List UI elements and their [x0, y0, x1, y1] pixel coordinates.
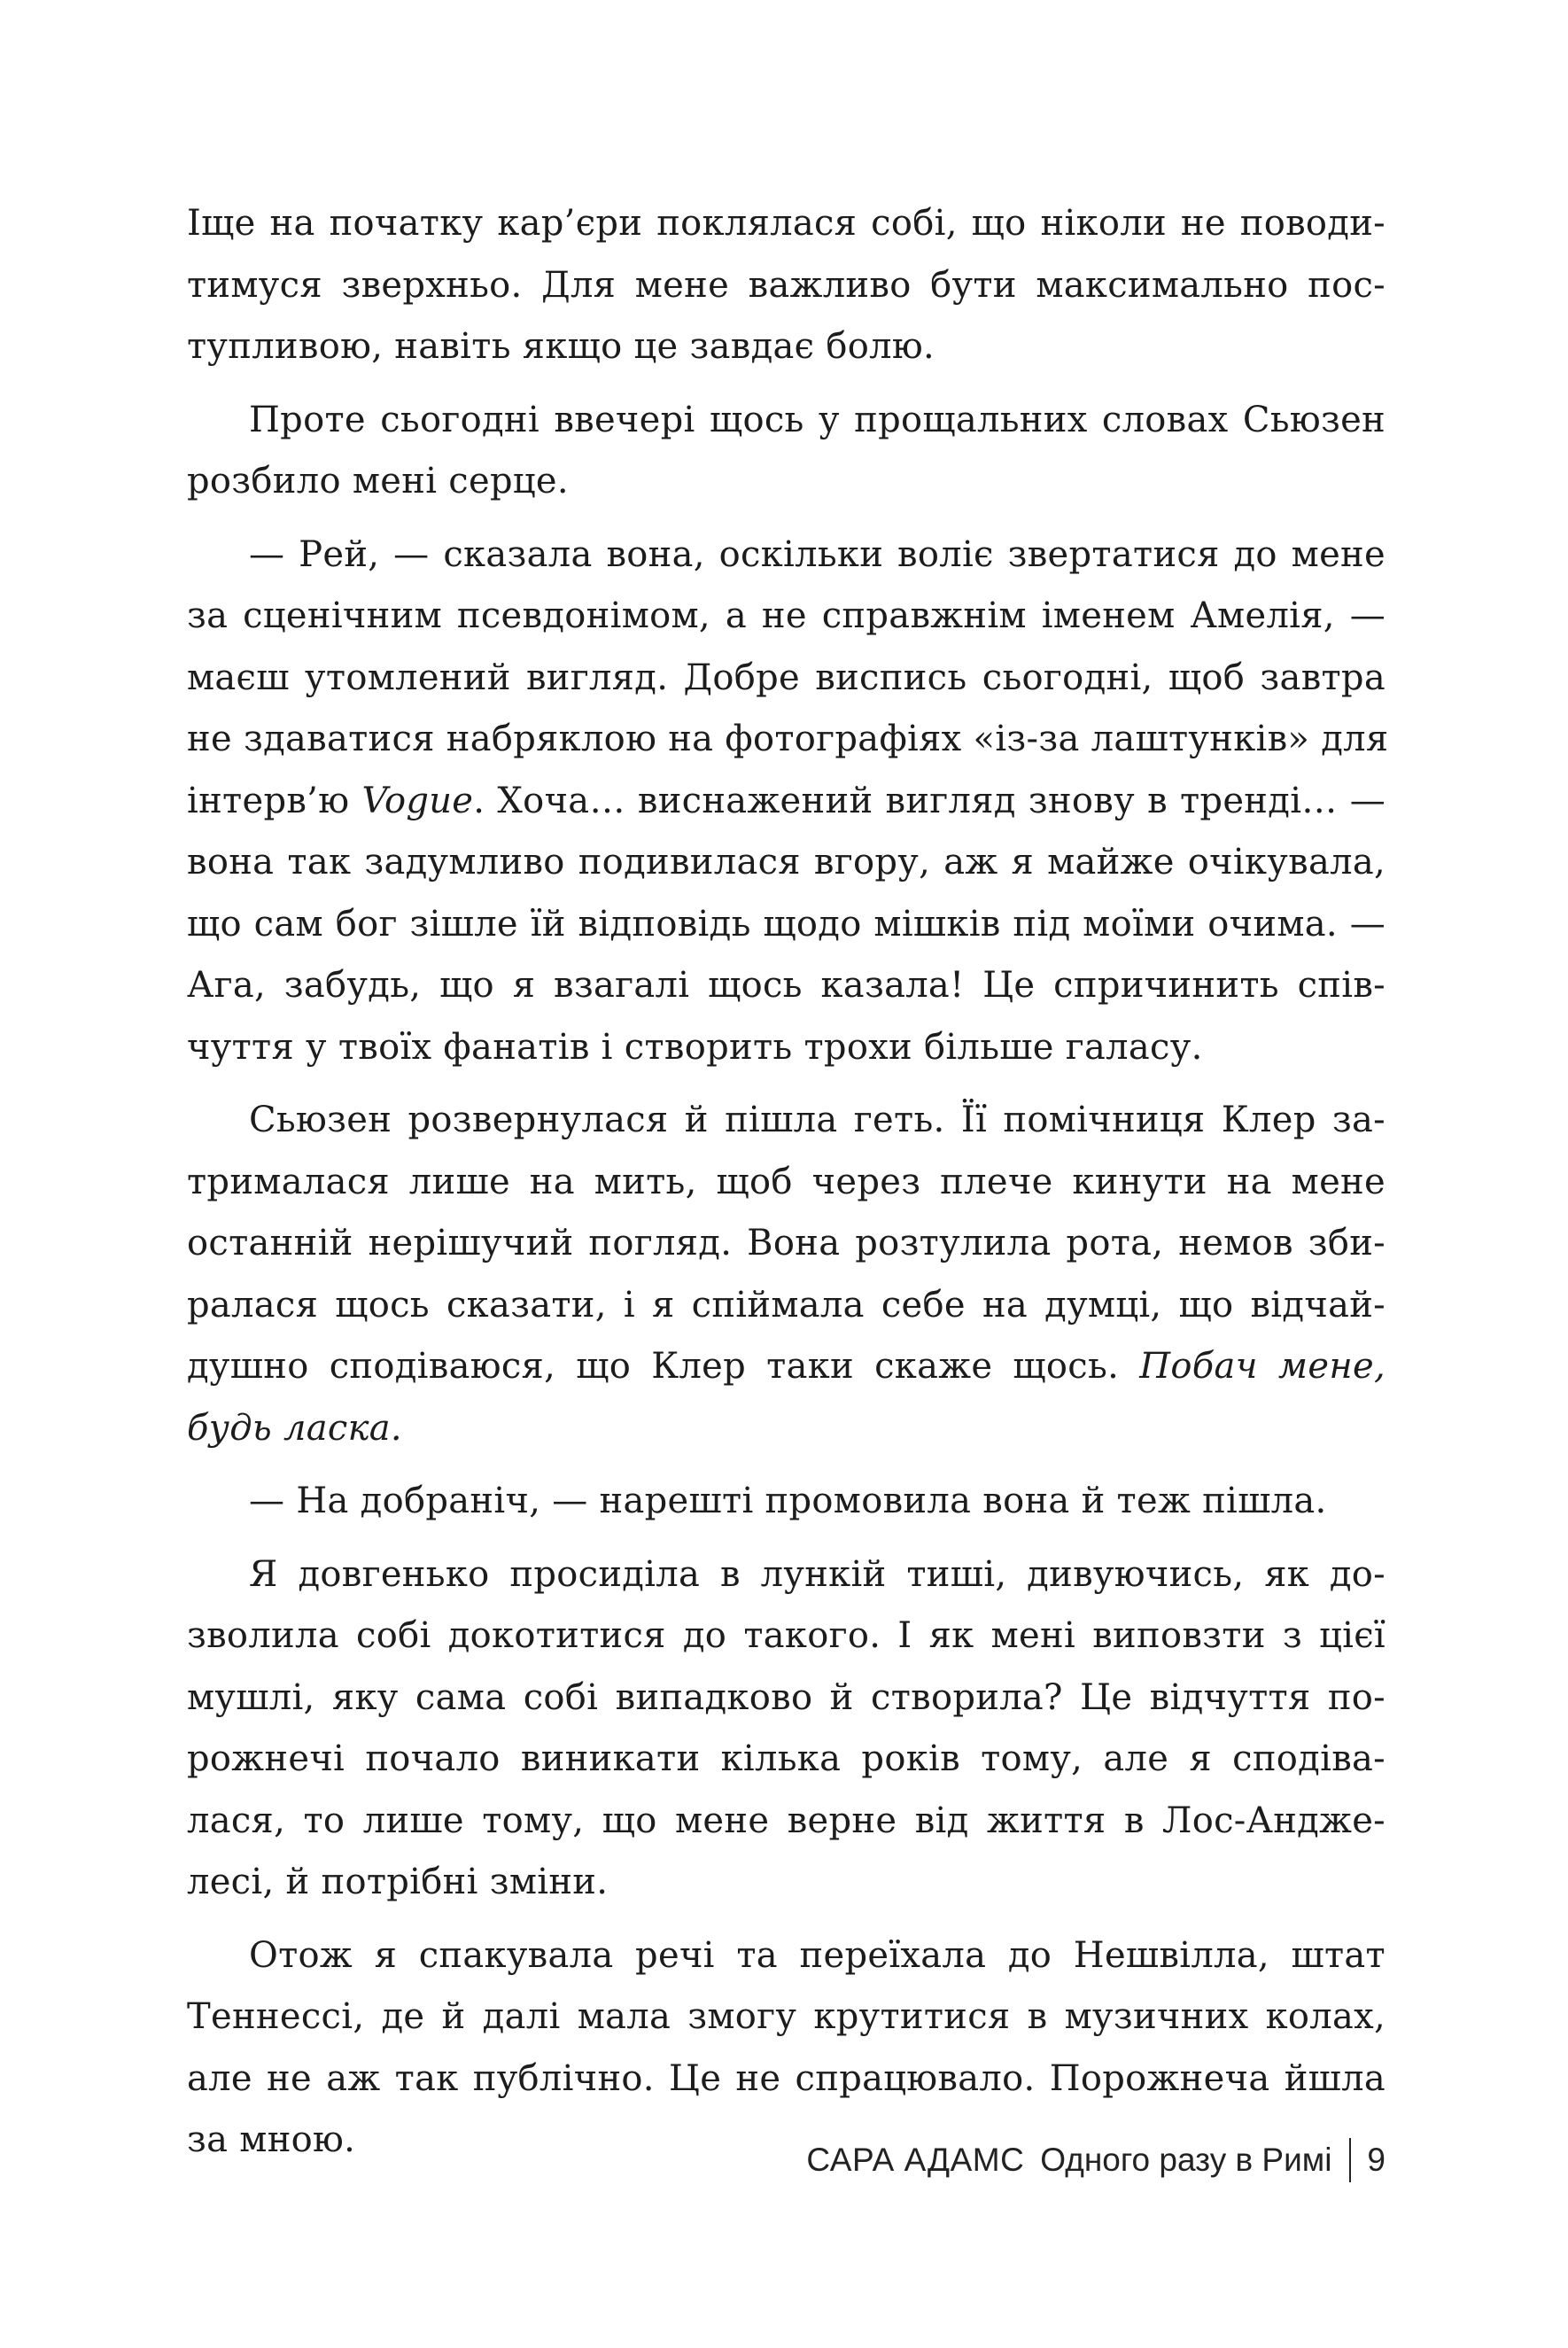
text-line: Іще на початку кар’єри поклялася собі, що ніколи не поводи-: [187, 203, 1386, 244]
text-line: тимуся зверхньо. Для мене важливо бути максимально пос-: [187, 264, 1386, 306]
text-line: не здаватися набряклою на фотографіях «із-за лаштунків» для: [187, 719, 1389, 759]
text-line: трималася лише на мить, щоб через плече кинути на мене: [187, 1161, 1386, 1202]
text-line: Проте сьогодні ввечері щось у прощальних словах Сьюзен: [249, 399, 1386, 440]
text-line: [187, 1398, 1386, 1460]
text-line: Теннессі, де й далі мала змогу крутитися в музичних колах,: [187, 1996, 1386, 2037]
text-line: чуття у твоїх фанатів і створить трохи більше галасу.: [187, 1026, 1203, 1068]
text-line: за мною.: [187, 2119, 356, 2160]
footer-divider: [1349, 2138, 1351, 2182]
text-line: останній нерішучий погляд. Вона розтулила рота, немов зби-: [187, 1223, 1386, 1263]
text-line: що сам бог зішле їй відповідь щодо мішків під моїми очима. —: [187, 903, 1386, 945]
italic-text: Побач мене,: [1139, 1346, 1386, 1387]
text-line: Сьюзен розвернулася й пішла геть. Її помічниця Клер за-: [249, 1100, 1386, 1140]
footer-book-title: Одного разу в Римі: [1040, 2142, 1332, 2178]
italic-text: Vogue: [361, 780, 474, 821]
text-line: Ага, забудь, що я взагалі щось казала! Це спричинить спів-: [187, 965, 1386, 1006]
text-line: мушлі, яку сама собі випадково й створила? Це відчуття по-: [187, 1676, 1386, 1718]
text-line: тупливою, навіть якщо це завдає болю.: [187, 326, 935, 367]
text-line: Отож я спакувала речі та переїхала до Нешвілла, штат: [249, 1934, 1386, 1976]
italic-text: будь ласка.: [187, 1407, 402, 1449]
text-line: розбило мені серце.: [187, 461, 569, 501]
running-footer: [806, 2134, 1386, 2187]
text-line: ралася щось сказати, і я спіймала себе на думці, що відчай-: [187, 1284, 1386, 1326]
text-line: але не аж так публічно. Це не спрацювало. Порожнеча йшла: [187, 2057, 1386, 2099]
text-line: маєш утомлений вигляд. Добре виспись сьогодні, щоб завтра: [187, 657, 1386, 698]
text-line: Я довгенько просиділа в лункій тиші, дивуючись, як до-: [249, 1553, 1386, 1595]
footer-author: САРА АДАМС: [806, 2142, 1025, 2178]
text-line: — Рей, — сказала вона, оскільки воліє звертатися до мене: [249, 533, 1386, 575]
text-line: за сценічним псевдонімом, а не справжнім іменем Амелія, —: [187, 595, 1386, 636]
text-line: рожнечі почало виникати кілька років тому, але я сподіва-: [187, 1738, 1386, 1779]
text-line: лесі, й потрібні зміни.: [187, 1862, 609, 1902]
text-line: зволила собі докотитися до такого. І як мені виповзти з цієї: [187, 1615, 1386, 1656]
text-line: душно сподіваюся, що Клер таки скаже щось. Побач мене,: [187, 1346, 1386, 1387]
text-line: лася, то лише тому, що мене верне від життя в Лос-Андже-: [187, 1800, 1386, 1841]
text-line: вона так задумливо подивилася вгору, аж я майже очікувала,: [187, 842, 1386, 882]
page-number: 9: [1367, 2142, 1386, 2178]
text-line: — На добраніч, — нарешті промовила вона й теж пішла.: [249, 1481, 1327, 1521]
text-line: інтерв’ю Vogue. Хоча… виснажений вигляд знову в тренді… —: [187, 780, 1386, 821]
body-text: [187, 193, 1389, 2172]
